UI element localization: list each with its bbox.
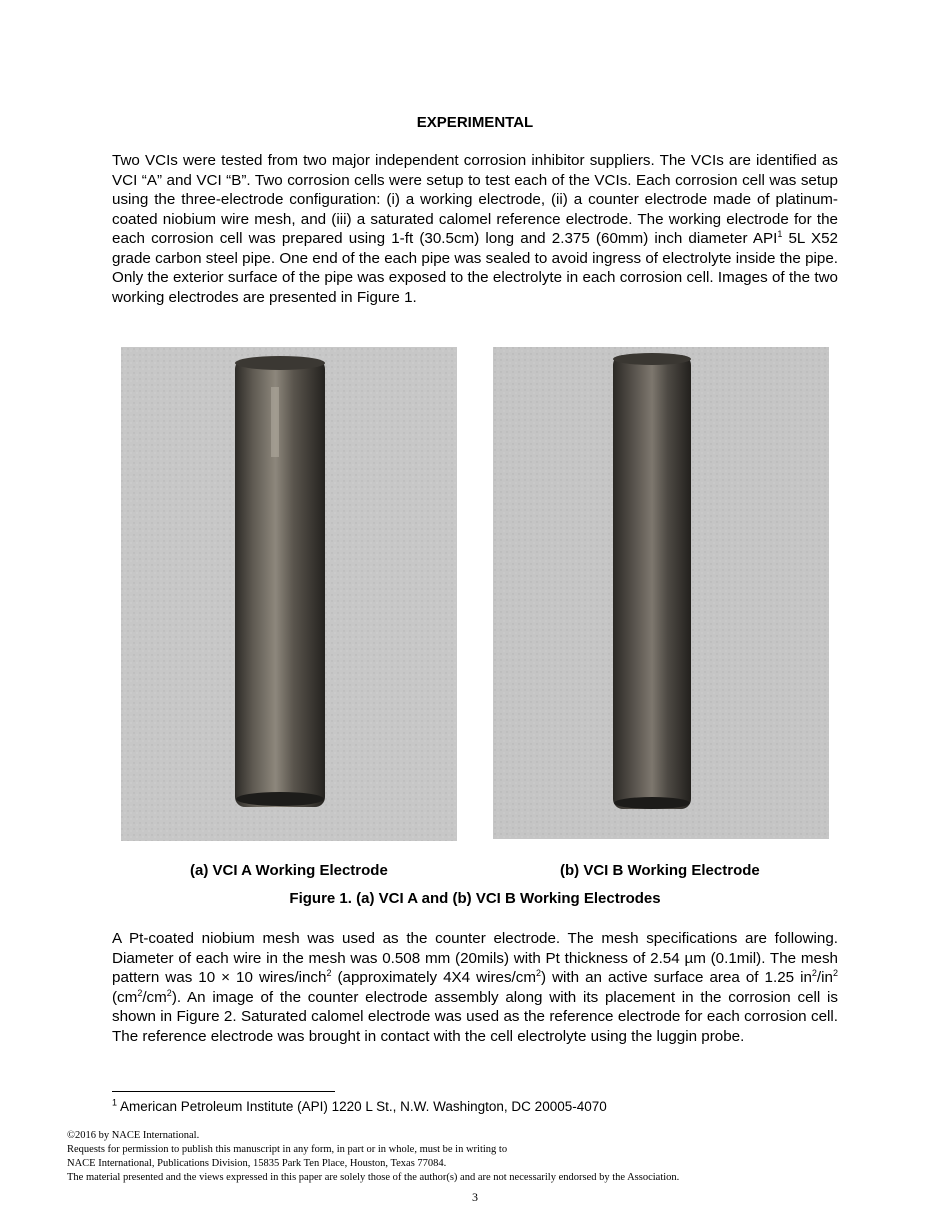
paragraph-text: /in xyxy=(816,969,833,986)
footnote-ref[interactable]: 1 xyxy=(777,228,783,239)
footnote-mark: 1 xyxy=(112,1097,118,1108)
page-number: 3 xyxy=(472,1190,478,1204)
footnote xyxy=(112,1099,607,1114)
paragraph-text: ). An image of the counter electrode assembly along with its placement in the corrosion cell is shown in Figure 2. Saturated calomel electrode was used as the reference electrode for each corrosion cell. The reference electrode was brought in contact with the cell electrolyte using the luggin probe. xyxy=(112,988,838,1045)
superscript: 2 xyxy=(166,987,172,998)
paragraph-intro-text: Two VCIs were tested from two major independent corrosion inhibitor suppliers. The VCIs are identified as VCI “A” and VCI “B”. Two corrosion cells were setup to test each of the VCIs. Each corrosion cell was setup using the three-electrode configuration: (i) a working electrode, (ii) a counter electrode made of platinum-coated niobium wire mesh, and (iii) a saturated calomel reference electrode. The working electrode for the each corrosion cell was prepared using 1-ft (30.5cm) long and 2.375 (60mm) inch diameter API xyxy=(112,152,838,247)
superscript: 2 xyxy=(832,967,838,978)
pipe-a-image xyxy=(121,347,457,841)
copyright-line: Requests for permission to publish this manuscript in any form, in part or in whole, must be in writing to xyxy=(67,1144,508,1155)
copyright-line: ©2016 by NACE International. xyxy=(67,1130,200,1141)
subcaption-b: (b) VCI B Working Electrode xyxy=(560,862,760,879)
section-heading: EXPERIMENTAL xyxy=(416,114,534,131)
superscript: 2 xyxy=(326,967,332,978)
superscript: 2 xyxy=(536,967,542,978)
paragraph-text: ) with an active surface area of 1.25 in xyxy=(541,969,812,986)
copyright-line: NACE International, Publications Division, 15835 Park Ten Place, Houston, Texas 77084. xyxy=(67,1158,447,1169)
paragraph-text: (approximately 4X4 wires/cm xyxy=(331,969,537,986)
footnote-divider xyxy=(112,1091,335,1092)
paragraph-text: /cm xyxy=(142,988,167,1006)
copyright-notice xyxy=(67,1129,679,1185)
superscript: 2 xyxy=(137,987,143,998)
copyright-line: The material presented and the views expressed in this paper are solely those of the author(s) and are not necessarily endorsed by the Association. xyxy=(67,1172,680,1183)
figure-caption: Figure 1. (a) VCI A and (b) VCI B Working Electrodes xyxy=(289,890,661,907)
paragraph-counter-electrode xyxy=(112,929,838,1046)
paragraph-intro xyxy=(112,151,838,307)
photo-vci-a-electrode xyxy=(121,347,457,841)
subcaption-a: (a) VCI A Working Electrode xyxy=(190,862,388,879)
photo-vci-b-electrode xyxy=(493,347,829,839)
superscript: 2 xyxy=(811,967,817,978)
pipe-b-image xyxy=(493,347,829,839)
footnote-text: American Petroleum Institute (API) 1220 L St., N.W. Washington, DC 20005-4070 xyxy=(117,1099,607,1114)
paragraph-intro-text-cont: 5L X52 grade carbon steel pipe. One end of the each pipe was sealed to avoid ingress of electrolyte inside the pipe. Only the exterior surface of the pipe was exposed to the electrolyte in each corrosion cell. Images of the two working electrodes are presented in Figure 1. xyxy=(112,230,838,306)
paragraph-text: (cm xyxy=(112,988,138,1006)
paragraph-text: A Pt-coated niobium mesh was used as the counter electrode. The mesh specifications are following. Diameter of each wire in the mesh was 0.508 mm (20mils) with Pt thickness of 2.54 µm (0.1mil). The mesh pattern was 10 × 10 wires/inch xyxy=(112,930,838,986)
